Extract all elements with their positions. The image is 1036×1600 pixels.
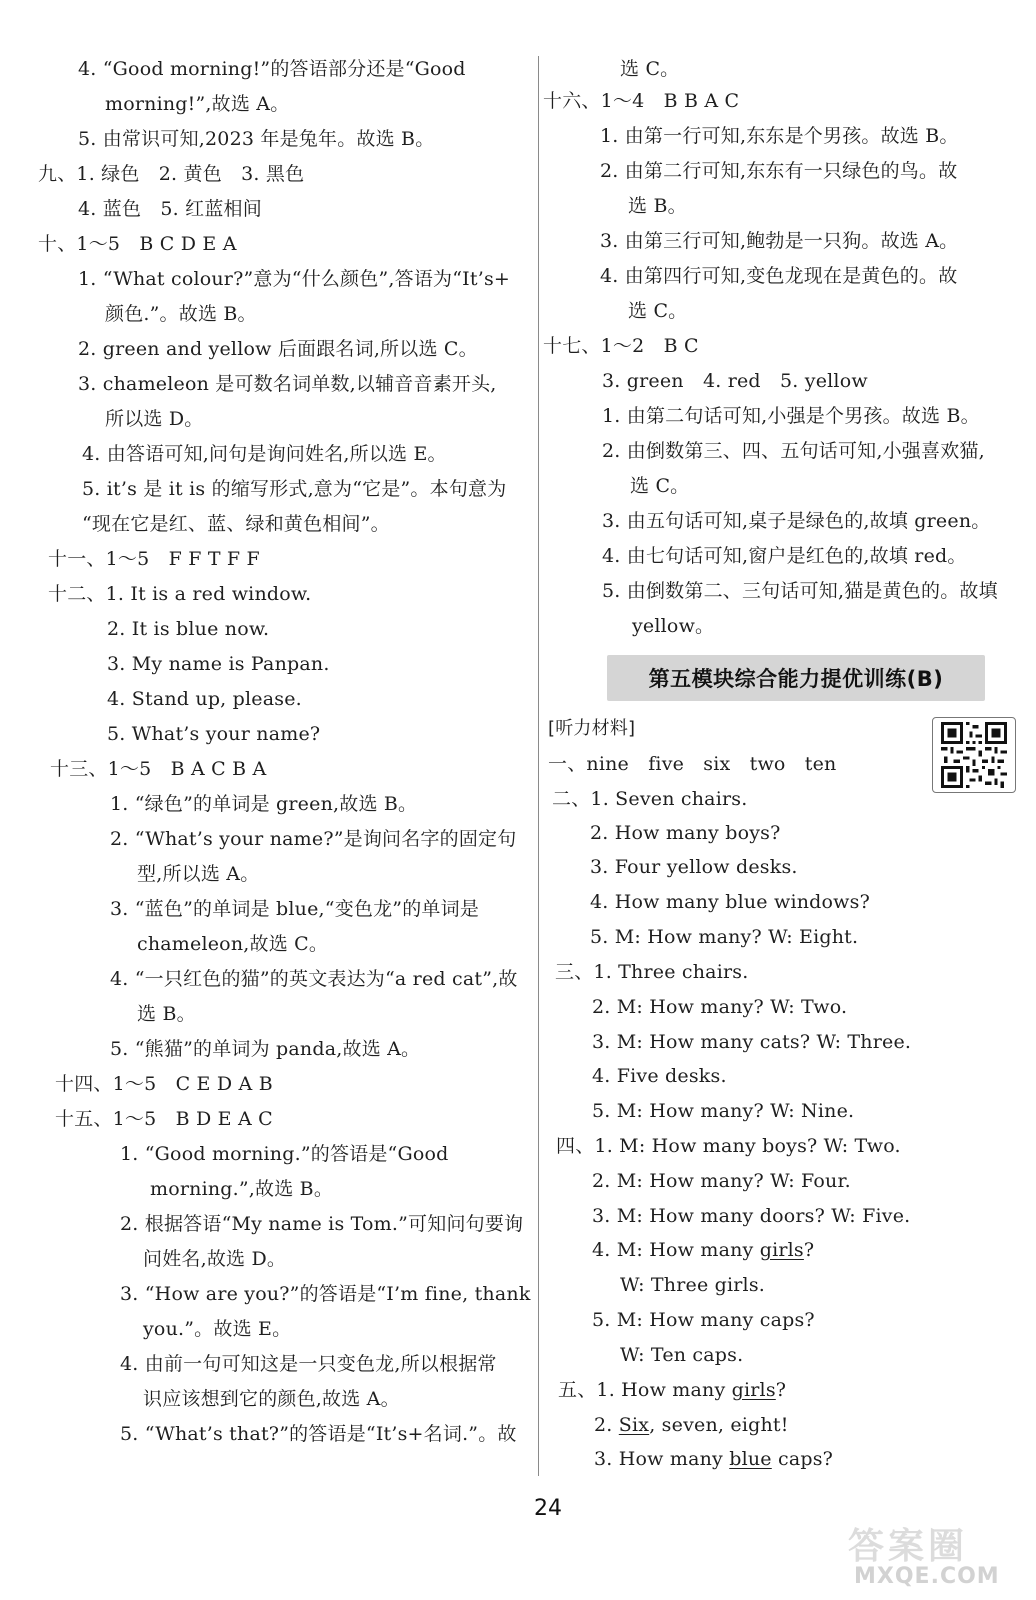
answer-line: 问姓名,故选 D。 bbox=[143, 1248, 287, 1270]
answer-line: 九、1. 绿色 2. 黄色 3. 黑色 bbox=[38, 163, 305, 185]
answer-line: 5. 由常识可知,2023 年是兔年。故选 B。 bbox=[78, 128, 435, 150]
listening-material-line: 三、1. Three chairs. bbox=[555, 961, 749, 983]
answer-line: 选 B。 bbox=[628, 195, 687, 217]
answer-line: 选 B。 bbox=[137, 1003, 196, 1025]
answer-line: 十六、1～4 B B A C bbox=[543, 90, 740, 112]
listening-material-line: 二、1. Seven chairs. bbox=[552, 788, 748, 810]
answer-line: yellow。 bbox=[632, 615, 715, 637]
answer-line: 4. 由七句话可知,窗户是红色的,故填 red。 bbox=[602, 545, 967, 567]
section-title-banner bbox=[607, 655, 985, 701]
answer-line: 3. chameleon 是可数名词单数,以辅音音素开头, bbox=[78, 373, 497, 395]
column-divider bbox=[538, 56, 539, 1476]
answer-line: 3. 由五句话可知,桌子是绿色的,故填 green。 bbox=[602, 510, 991, 532]
answer-line: 4. “Good morning!”的答语部分还是“Good bbox=[78, 58, 466, 80]
answer-line: morning!”,故选 A。 bbox=[105, 93, 290, 115]
answer-line: 5. “熊猫”的单词为 panda,故选 A。 bbox=[110, 1038, 421, 1060]
answer-line: 1. 由第一行可知,东东是个男孩。故选 B。 bbox=[600, 125, 959, 147]
answer-line: 2. “What’s your name?”是询问名字的固定句 bbox=[110, 828, 517, 850]
answer-line: 十、1～5 B C D E A bbox=[38, 233, 237, 255]
answer-line: 3. green 4. red 5. yellow bbox=[602, 370, 868, 392]
answer-line: 4. 由答语可知,问句是询问姓名,所以选 E。 bbox=[82, 443, 447, 465]
listening-material-line: W: Ten caps. bbox=[620, 1344, 744, 1366]
listening-material-line: 2. M: How many? W: Two. bbox=[592, 996, 848, 1018]
answer-line: 5. What’s your name? bbox=[107, 723, 321, 745]
watermark bbox=[848, 1518, 1024, 1598]
answer-line: 4. 由前一句可知这是一只变色龙,所以根据常 bbox=[120, 1353, 497, 1375]
answer-line: 型,所以选 A。 bbox=[137, 863, 260, 885]
answer-line: 5. it’s 是 it is 的缩写形式,意为“它是”。本句意为 bbox=[82, 478, 507, 500]
answer-line: 4. “一只红色的猫”的英文表达为“a red cat”,故 bbox=[110, 968, 518, 990]
listening-material-line: 2. How many boys? bbox=[590, 822, 781, 844]
listening-material-line: 3. M: How many doors? W: Five. bbox=[592, 1205, 911, 1227]
answer-line: 颜色.”。故选 B。 bbox=[105, 303, 257, 325]
listening-material-line: 3. Four yellow desks. bbox=[590, 856, 798, 878]
answer-line: 选 C。 bbox=[628, 300, 688, 322]
answer-line: 1. “What colour?”意为“什么颜色”,答语为“It’s+ bbox=[78, 268, 511, 290]
answer-line: you.”。故选 E。 bbox=[143, 1318, 292, 1340]
answer-line: 4. Stand up, please. bbox=[107, 688, 302, 710]
listening-material-line: 4. Five desks. bbox=[592, 1065, 727, 1087]
answer-line: 选 C。 bbox=[620, 58, 680, 80]
page-number: 24 bbox=[534, 1496, 562, 1521]
answer-line: 2. green and yellow 后面跟名词,所以选 C。 bbox=[78, 338, 478, 360]
watermark-url: MXQE.COM bbox=[854, 1564, 1000, 1589]
answer-line: 3. My name is Panpan. bbox=[107, 653, 330, 675]
listening-material-line: 5. M: How many? W: Eight. bbox=[590, 926, 859, 948]
listening-material-line: 4. M: How many girls? bbox=[592, 1239, 815, 1261]
answer-line: 2. 由倒数第三、四、五句话可知,小强喜欢猫, bbox=[602, 440, 985, 462]
answer-line: 十五、1～5 B D E A C bbox=[55, 1108, 273, 1130]
qr-code-icon[interactable] bbox=[932, 717, 1016, 793]
listening-label: [听力材料] bbox=[548, 718, 636, 739]
answer-line: 4. 蓝色 5. 红蓝相间 bbox=[78, 198, 262, 220]
answer-line: 十三、1～5 B A C B A bbox=[50, 758, 267, 780]
listening-material-line: 一、nine five six two ten bbox=[548, 753, 837, 775]
listening-material-line: W: Three girls. bbox=[620, 1274, 766, 1296]
listening-material-line: 5. M: How many caps? bbox=[592, 1309, 815, 1331]
answer-line: 4. 由第四行可知,变色龙现在是黄色的。故 bbox=[600, 265, 958, 287]
answer-line: 5. “What’s that?”的答语是“It’s+名词.”。故 bbox=[120, 1423, 517, 1445]
answer-line: 所以选 D。 bbox=[105, 408, 204, 430]
answer-line: 3. 由第三行可知,鲍勃是一只狗。故选 A。 bbox=[600, 230, 959, 252]
answer-line: morning.”,故选 B。 bbox=[150, 1178, 334, 1200]
answer-line: 十四、1～5 C E D A B bbox=[55, 1073, 273, 1095]
section-title: 第五模块综合能力提优训练(B) bbox=[648, 667, 944, 691]
listening-material-line: 5. M: How many? W: Nine. bbox=[592, 1100, 855, 1122]
answer-line: 1. “Good morning.”的答语是“Good bbox=[120, 1143, 449, 1165]
answer-line: 识应该想到它的颜色,故选 A。 bbox=[143, 1388, 400, 1410]
answer-line: 5. 由倒数第二、三句话可知,猫是黄色的。故填 bbox=[602, 580, 998, 602]
answer-line: 2. 由第二行可知,东东有一只绿色的鸟。故 bbox=[600, 160, 958, 182]
answer-line: 3. “How are you?”的答语是“I’m fine, thank bbox=[120, 1283, 531, 1305]
listening-material-line: 2. Six, seven, eight! bbox=[594, 1414, 789, 1436]
answer-line: chameleon,故选 C。 bbox=[137, 933, 329, 955]
answer-line: “现在它是红、蓝、绿和黄色相间”。 bbox=[82, 513, 390, 535]
listening-material-line: 4. How many blue windows? bbox=[590, 891, 870, 913]
watermark-logo: 答案圈 bbox=[848, 1526, 969, 1567]
answer-line: 十七、1～2 B C bbox=[543, 335, 699, 357]
answer-line: 3. “蓝色”的单词是 blue,“变色龙”的单词是 bbox=[110, 898, 480, 920]
answer-line: 2. 根据答语“My name is Tom.”可知问句要询 bbox=[120, 1213, 524, 1235]
answer-line: 1. 由第二句话可知,小强是个男孩。故选 B。 bbox=[602, 405, 980, 427]
listening-material-line: 四、1. M: How many boys? W: Two. bbox=[556, 1135, 901, 1157]
answer-line: 1. “绿色”的单词是 green,故选 B。 bbox=[110, 793, 418, 815]
listening-material-line: 3. How many blue caps? bbox=[594, 1448, 834, 1470]
listening-material-line: 五、1. How many girls? bbox=[558, 1379, 787, 1401]
answer-line: 2. It is blue now. bbox=[107, 618, 270, 640]
answer-line: 选 C。 bbox=[630, 475, 690, 497]
answer-line: 十二、1. It is a red window. bbox=[48, 583, 312, 605]
listening-material-line: 2. M: How many? W: Four. bbox=[592, 1170, 851, 1192]
listening-material-line: 3. M: How many cats? W: Three. bbox=[592, 1031, 912, 1053]
answer-line: 十一、1～5 F F T F F bbox=[48, 548, 260, 570]
